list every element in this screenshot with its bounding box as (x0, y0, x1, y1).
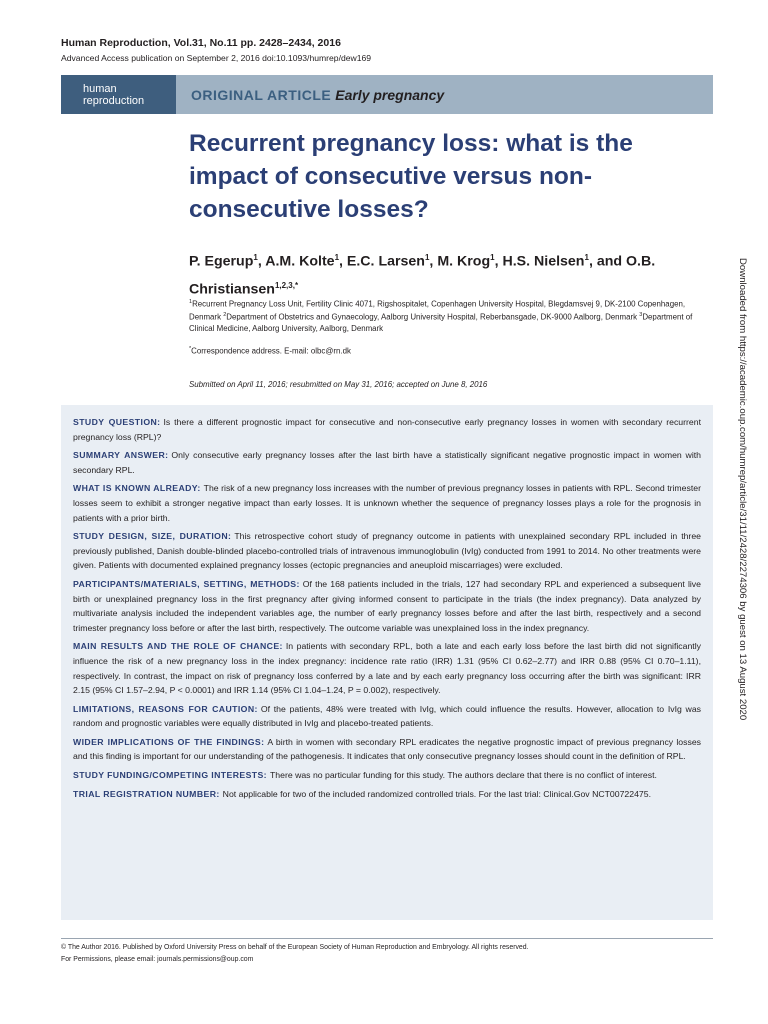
author-name: and O.B. Christiansen (189, 253, 656, 298)
author-separator: , (257, 253, 266, 270)
author-affiliation-marker: 1,2,3,* (274, 280, 299, 290)
article-type-banner (61, 75, 713, 114)
abstract-heading: WHAT IS KNOWN ALREADY: (73, 483, 201, 494)
author-affiliation-marker: 1 (334, 253, 340, 262)
journal-citation: Human Reproduction, Vol.31, No.11 pp. 2428–2434, 2016 (61, 37, 341, 49)
abstract-text: In patients with secondary RPL, both a late and each early loss before the last birth did not significantly influence the risk of a new pregnancy loss in the index pregnancy: incidence rate ratio (IRR) 1.31 (95% CI 0.62–2.77) and IRR 0.88 (95% CI 0.70–1.11), respectively. In contrast, the impact on risk of pregnancy loss conferred by a late and by each early pregnancy loss occurring after the birth was significant: IRR 2.15 (95% CI 1.57–2.94, P < 0.0001) and IRR 1.14 (95% CI 1.04–1.24, P = 0.002), respectively. (73, 641, 701, 696)
abstract-section (73, 768, 701, 783)
abstract-text: There was no particular funding for this study. The authors declare that there is no conflict of interest. (269, 770, 657, 781)
abstract-heading: SUMMARY ANSWER: (73, 450, 169, 461)
author-list (189, 246, 669, 301)
subsection-label: Early pregnancy (335, 86, 445, 103)
abstract-section (73, 639, 701, 697)
article-title: Recurrent pregnancy loss: what is the impact of consecutive versus non-consecutive losses? (189, 130, 633, 223)
correspondence (189, 346, 351, 356)
affiliation-number: 1 (189, 299, 193, 305)
abstract-heading: STUDY QUESTION: (73, 417, 161, 427)
abstract-section (73, 448, 701, 477)
abstract-section (73, 529, 701, 573)
abstract-section (73, 702, 701, 731)
abstract-heading: WIDER IMPLICATIONS OF THE FINDINGS: (73, 736, 265, 747)
author-affiliation-marker: 1 (253, 253, 258, 262)
abstract-text: Is there a different prognostic impact for consecutive and non-consecutive early pregnancy losses in women with secondary recurrent pregnancy loss (RPL)? (73, 417, 702, 442)
abstract-text: Of the 168 patients included in the trials, 127 had secondary RPL and experienced a subsequent live birth or unexplained pregnancy loss in the first pregnancy after giving informed consent to participate in the trials (the index pregnancy). Data analyzed by multivariate analysis included the independent variables age, the number of early pregnancy losses before and after the last birth, respectively and a second trimester pregnancy loss before or after the last birth, respectively. The outcome variable was unexplained loss in the index pregnancy. (73, 578, 701, 633)
copyright-notice: © The Author 2016. Published by Oxford University Press on behalf of the European Society of Human Reproduction and Embryology. All rights reserved. (61, 944, 529, 951)
download-watermark: Downloaded from https://academic.oup.com/humrep/article/31/11/2428/2274306 by guest on 13 August 2020 (737, 258, 748, 721)
access-info: Advanced Access publication on September 2, 2016 doi:10.1093/humrep/dew169 (61, 53, 372, 63)
journal-logo (61, 75, 176, 114)
affiliation-text: Department of Obstetrics and Gynaecology, Aalborg University Hospital, Reberbansgade, DK-9000 Aalborg, Denmark (226, 312, 640, 322)
correspondence-text: Correspondence address. E-mail: olbc@rn.dk (191, 346, 351, 356)
structured-abstract (61, 405, 713, 920)
abstract-section (73, 735, 701, 764)
submission-dates: Submitted on April 11, 2016; resubmitted on May 31, 2016; accepted on June 8, 2016 (189, 380, 488, 389)
section-label: ORIGINAL ARTICLE (191, 86, 332, 103)
affiliation-number: 2 (223, 312, 227, 319)
abstract-heading: MAIN RESULTS AND THE ROLE OF CHANCE: (73, 641, 283, 652)
author-name: H.S. Nielsen (502, 253, 585, 270)
corr-marker: * (189, 346, 192, 352)
affiliation-text: Department of Clinical Medicine, Aalborg University, Aalborg, Denmark (189, 312, 693, 334)
author-name: M. Krog (437, 253, 491, 270)
author-separator: , (494, 253, 503, 270)
author-name: A.M. Kolte (265, 253, 335, 270)
abstract-heading: LIMITATIONS, REASONS FOR CAUTION: (73, 703, 258, 714)
abstract-section (73, 787, 701, 802)
abstract-text: This retrospective cohort study of pregnancy outcome in patients with unexplained secondary RPL included in three previously published, Danish double-blinded placebo-controlled trials of intravenous immunoglobulin (IvIg) conducted from 1991 to 2014. No other treatments were given. Patients with documented explained pregnancy losses (ectopic pregnancies and aneuploid miscarriages) were excluded. (73, 531, 701, 571)
affiliation-text: Recurrent Pregnancy Loss Unit, Fertility Clinic 4071, Rigshospitalet, Copenhagen University Hospital, Blegdamsvej 9, DK-2100 Copenhagen, Denmark (189, 299, 686, 322)
abstract-heading: TRIAL REGISTRATION NUMBER: (73, 788, 220, 799)
footer-divider (61, 938, 713, 939)
abstract-text: Not applicable for two of the included randomized controlled trials. For the last trial: Clinical.Gov NCT00722475. (222, 788, 651, 799)
article-section (191, 87, 444, 103)
author-separator: , (339, 253, 347, 270)
affiliation-number: 3 (639, 312, 643, 319)
abstract-heading: STUDY FUNDING/COMPETING INTERESTS: (73, 770, 267, 781)
abstract-text: Of the patients, 48% were treated with IvIg, which could influence the results. However, allocation to IvIg was random and prognostic variables were equally distributed in IvIg and placebo-treated patients. (73, 703, 702, 729)
abstract-text: A birth in women with secondary RPL eradicates the negative prognostic impact of previous pregnancy losses and this finding is important for our understanding of the pathogenesis. It indicates that only consecutive pregnancy losses should count in the definition of RPL. (73, 736, 701, 762)
author-separator: , (429, 253, 438, 270)
author-affiliation-marker: 1 (490, 253, 495, 262)
abstract-section (73, 415, 701, 444)
abstract-text: Only consecutive early pregnancy losses after the last birth have a statistically significant negative prognostic impact in women with secondary RPL. (73, 450, 702, 475)
abstract-section (73, 577, 701, 635)
author-affiliation-marker: 1 (584, 253, 589, 262)
abstract-heading: PARTICIPANTS/MATERIALS, SETTING, METHODS: (73, 578, 300, 589)
logo-line-2: reproduction (83, 94, 145, 107)
abstract-heading: STUDY DESIGN, SIZE, DURATION: (73, 531, 232, 542)
permissions-notice: For Permissions, please email: journals.permissions@oup.com (61, 956, 254, 963)
affiliations (189, 297, 714, 335)
logo-line-1: human (83, 82, 117, 95)
author-affiliation-marker: 1 (424, 253, 430, 262)
author-name: E.C. Larsen (346, 253, 425, 270)
author-name: P. Egerup (189, 253, 254, 270)
abstract-text: The risk of a new pregnancy loss increases with the number of previous pregnancy losses in patients with RPL. Second trimester losses seem to exhibit a stronger negative impact than early losses. It is unknown whether the sequence of pregnancy losses plays a role for the prognosis in patients with a prior birth. (73, 483, 701, 523)
author-separator: , (588, 253, 597, 270)
abstract-section (73, 481, 701, 525)
